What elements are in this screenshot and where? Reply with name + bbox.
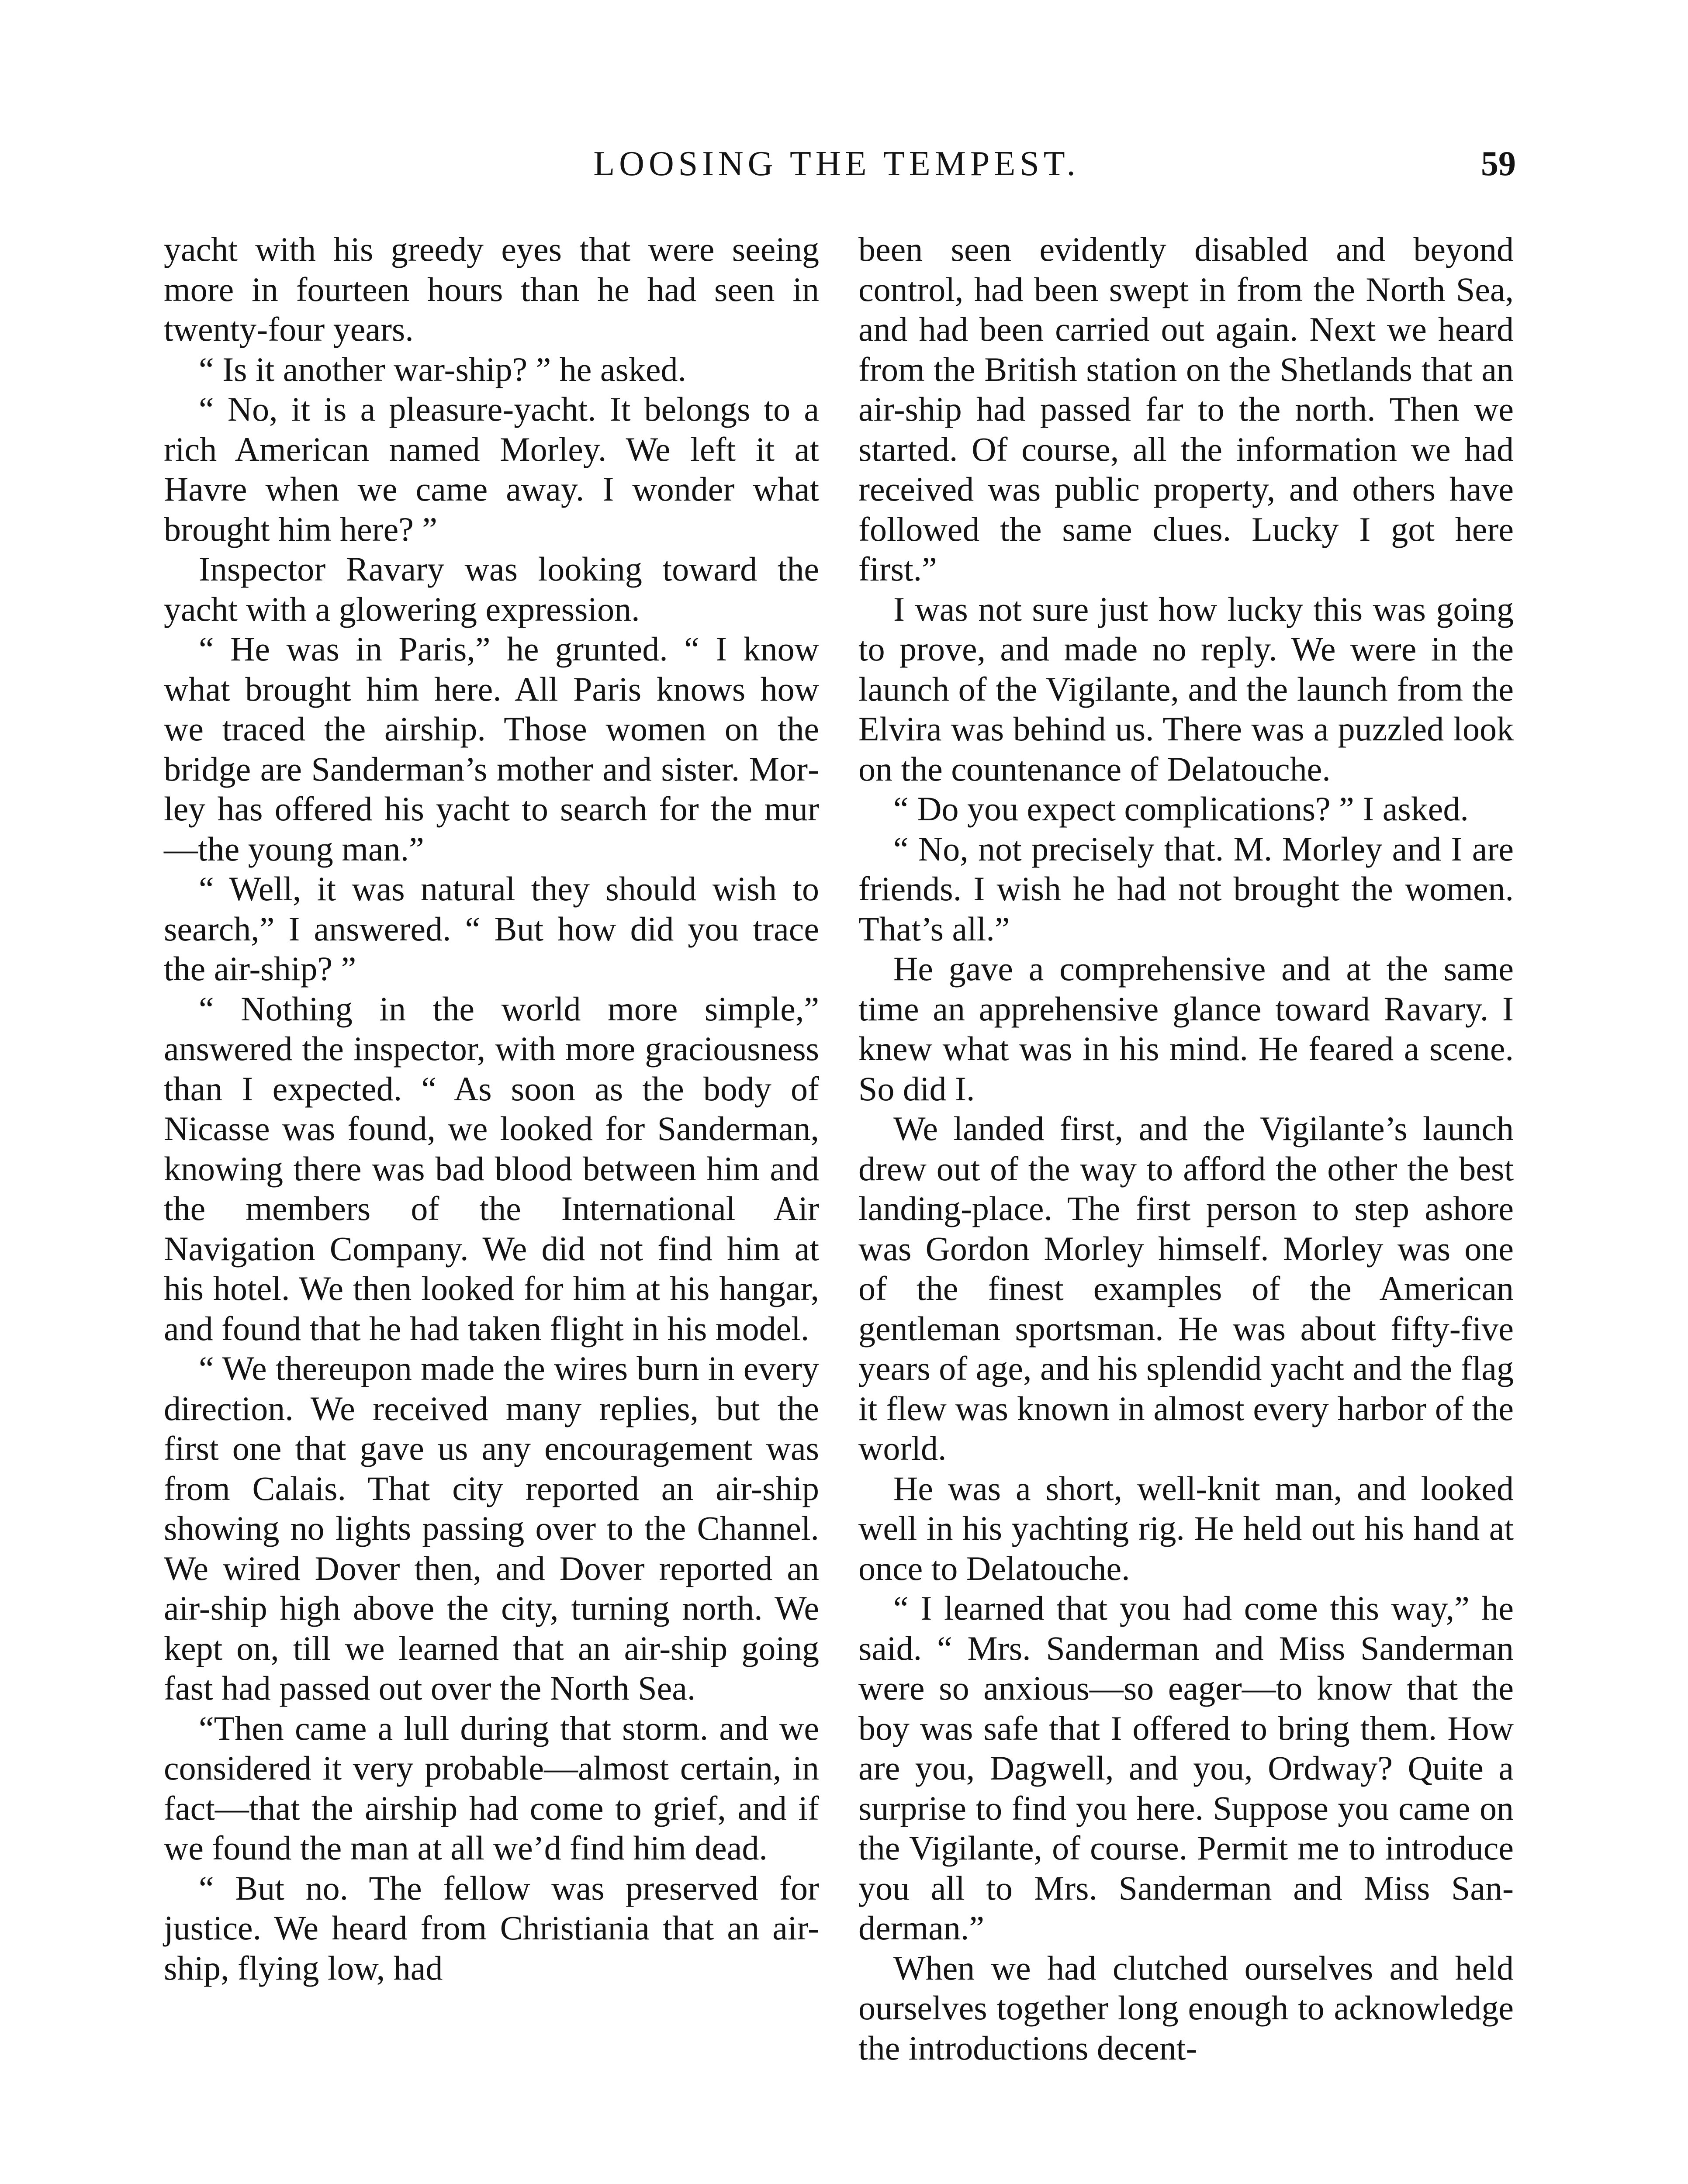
running-head — [157, 140, 1516, 188]
paragraph: We landed first, and the Vigilante’s launch drew out of the way to afford the other the best landing-place. The first person to step ashore was Gordon Morley himself. Morley was one of the finest examples of the American gentleman sportsman. He was about fifty-five years of age, and his splendid yacht and the flag it flew was known in almost every harbor of the world. — [858, 1109, 1514, 1467]
paragraph: He was a short, well-knit man, and looked well in his yachting rig. He held out his hand at once to Delatouche. — [858, 1469, 1514, 1587]
left-column — [164, 229, 819, 1988]
right-column — [858, 229, 1514, 2068]
paragraph: When we had clutched ourselves and held ourselves together long enough to acknowledge the introductions decent- — [858, 1949, 1514, 2067]
paragraph: yacht with his greedy eyes that were seeing more in fourteen hours than he had seen in twenty-four years. — [164, 230, 819, 348]
paragraph: “ I learned that you had come this way,” he said. “ Mrs. Sanderman and Miss Sanderman were so anxious—so eager—to know that the boy was safe that I offered to bring them. How are you, Dagwell, and you, Ordway? Quite a surprise to find you here. Suppose you came on the Vigilante, of course. Permit me to introduce you all to Mrs. Sanderman and Miss Sanderman.” — [858, 1589, 1514, 1947]
paragraph: been seen evidently disabled and beyond control, had been swept in from the North Sea, and had been carried out again. Next we heard from the British station on the Shetlands that an air-ship had passed far to the north. Then we started. Of course, all the information we had received was public property, and others have followed the same clues. Lucky I got here first.” — [858, 230, 1514, 588]
paragraph: “ Do you expect complications? ” I asked. — [893, 790, 1469, 828]
paragraph: “ Nothing in the world more simple,” answered the inspector, with more graciousness than I expected. “ As soon as the body of Nicasse was found, we looked for Sanderman, knowing there was bad blood between him and the members of the International Air Navigation Company. We did not find him at his hotel. We then looked for him at his hangar, and found that he had taken flight in his model. — [164, 989, 819, 1348]
paragraph: “Then came a lull during that storm. and we considered it very probable—almost certain, in fact—that the airship had come to grief, and if we found the man at all we’d find him dead. — [164, 1709, 819, 1867]
paragraph: “ We thereupon made the wires burn in every direction. We received many replies, but the first one that gave us any encouragement was from Calais. That city reported an air-ship showing no lights passing over to the Channel. We wired Dover then, and Dover reported an air-ship high above the city, turning north. We kept on, till we learned that an air-ship going fast had passed out over the North Sea. — [164, 1349, 819, 1707]
paragraph: “ But no. The fellow was preserved for justice. We heard from Christiania that an air-ship, flying low, had — [164, 1869, 819, 1987]
page-number: 59 — [1481, 145, 1516, 183]
running-title: LOOSING THE TEMPEST. — [593, 145, 1080, 183]
paragraph: “ No, it is a pleasure-yacht. It belongs to a rich American named Morley. We left it at Havre when we came away. I wonder what brought him here? ” — [164, 390, 819, 548]
paragraph: He gave a comprehensive and at the same time an apprehensive glance toward Ravary. I knew what was in his mind. He feared a scene. So did I. — [858, 950, 1514, 1108]
paragraph: Inspector Ravary was looking toward the yacht with a glowering expression. — [164, 550, 819, 628]
paragraph: “ He was in Paris,” he grunted. “ I know what brought him here. All Paris knows how we traced the airship. Those women on the bridge are Sanderman’s mother and sister. Morley has offered his yacht to search for the mur—the young man.” — [164, 630, 819, 868]
paragraph: “ Is it another war-ship? ” he asked. — [199, 350, 686, 388]
paragraph: “ No, not precisely that. M. Morley and I are friends. I wish he had not brought the women. That’s all.” — [858, 829, 1514, 948]
paragraph: “ Well, it was natural they should wish to search,” I answered. “ But how did you trace the air-ship? ” — [164, 870, 819, 988]
paragraph: I was not sure just how lucky this was going to prove, and made no reply. We were in the launch of the Vigilante, and the launch from the Elvira was behind us. There was a puzzled look on the countenance of Delatouche. — [858, 590, 1514, 788]
